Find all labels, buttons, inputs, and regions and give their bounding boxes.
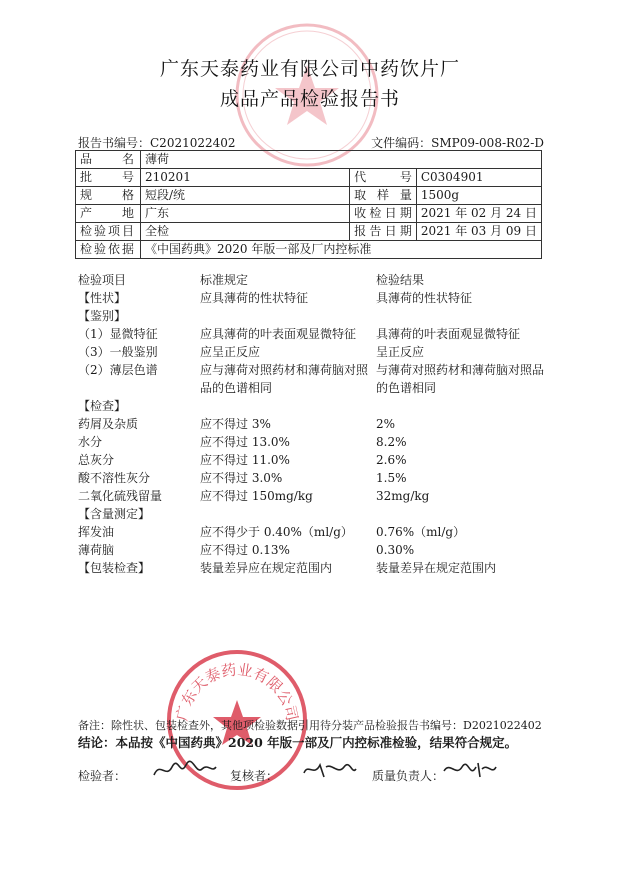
- general-row: [78, 343, 548, 361]
- check-item: 药屑及杂质: [78, 417, 139, 431]
- product-label: 品 名: [76, 151, 141, 169]
- package-standard: 装量差异应在规定范围内: [200, 561, 333, 575]
- test-item-label: 检验项目: [76, 223, 141, 241]
- receive-date-label: 收检日期: [350, 205, 417, 223]
- info-row: [76, 187, 542, 205]
- general-result: 呈正反应: [376, 345, 425, 359]
- check-item: 水分: [78, 435, 103, 449]
- assay-standard: 应不得少于 0.40%（ml/g）: [200, 525, 353, 539]
- inspector-signature: [150, 757, 220, 783]
- assay-standard: 应不得过 0.13%: [200, 543, 290, 557]
- qa-signature: [440, 757, 500, 783]
- check-standard: 应不得过 11.0%: [200, 453, 290, 467]
- tlc-standard: 应与薄荷对照药材和薄荷脑对照品的色谱相同: [200, 363, 369, 395]
- check-row: [78, 487, 548, 505]
- spec-value: 短段/统: [141, 187, 350, 205]
- col-standard-header: 标准规定: [200, 273, 249, 287]
- report-date-value: 2021 年 03 月 09 日: [416, 223, 541, 241]
- general-standard: 应呈正反应: [200, 345, 261, 359]
- check-row: [78, 469, 548, 487]
- character-result: 具薄荷的性状特征: [376, 291, 473, 305]
- basis-label: 检验依据: [76, 241, 141, 259]
- info-row: [76, 151, 542, 169]
- conclusion: 结论：本品按《中国药典》2020 年版一部及厂内控标准检验，结果符合规定。: [78, 735, 518, 750]
- check-result: 8.2%: [376, 435, 407, 449]
- check-row: [78, 415, 548, 433]
- check-row: [78, 433, 548, 451]
- report-date-label: 报告日期: [350, 223, 417, 241]
- spec-label: 规 格: [76, 187, 141, 205]
- package-section: 【包装检查】: [78, 561, 151, 575]
- micro-item: （1）显微特征: [78, 327, 158, 341]
- code-value: C0304901: [416, 169, 541, 187]
- check-item: 酸不溶性灰分: [78, 471, 151, 485]
- check-standard: 应不得过 3%: [200, 417, 271, 431]
- tlc-item: （2）薄层色谱: [78, 363, 158, 377]
- file-number: 文件编码：SMP09-008-R02-D: [371, 136, 544, 150]
- check-result: 32mg/kg: [376, 489, 430, 503]
- reviewer-signature: [300, 757, 360, 783]
- micro-standard: 应具薄荷的叶表面观显微特征: [200, 327, 357, 341]
- inspector-label: 检验者：: [78, 769, 127, 783]
- origin-value: 广东: [141, 205, 350, 223]
- basis-value: 《中国药典》2020 年版一部及厂内控标准: [141, 241, 542, 259]
- document-title: 成品产品检验报告书: [219, 88, 400, 110]
- info-row: [76, 169, 542, 187]
- micro-result: 具薄荷的叶表面观显微特征: [376, 327, 521, 341]
- assay-result: 0.30%: [376, 543, 415, 557]
- company-title: 广东天泰药业有限公司中药饮片厂: [159, 58, 460, 80]
- qa-label: 质量负责人：: [372, 769, 445, 783]
- package-result: 装量差异在规定范围内: [376, 561, 497, 575]
- check-row: [78, 451, 548, 469]
- identify-section-row: [78, 307, 548, 325]
- sample-label: 取样量: [350, 187, 417, 205]
- test-results: [78, 271, 548, 577]
- check-standard: 应不得过 150mg/kg: [200, 489, 313, 503]
- col-result-header: 检验结果: [376, 273, 425, 287]
- batch-value: 210201: [141, 169, 350, 187]
- check-item: 二氧化硫残留量: [78, 489, 163, 503]
- check-standard: 应不得过 13.0%: [200, 435, 290, 449]
- assay-item: 薄荷脑: [78, 543, 115, 557]
- assay-item: 挥发油: [78, 525, 115, 539]
- info-row: [76, 241, 542, 259]
- code-label: 代 号: [350, 169, 417, 187]
- general-item: （3）一般鉴别: [78, 345, 158, 359]
- check-section-row: [78, 397, 548, 415]
- info-row: [76, 205, 542, 223]
- assay-section: 【含量测定】: [78, 507, 151, 521]
- product-value: 薄荷: [141, 151, 542, 169]
- assay-result: 0.76%（ml/g）: [376, 525, 466, 539]
- check-standard: 应不得过 3.0%: [200, 471, 283, 485]
- results-header-row: [78, 271, 548, 289]
- report-number: 报告书编号：C2021022402: [78, 136, 236, 150]
- assay-row: [78, 523, 548, 541]
- check-result: 2%: [376, 417, 396, 431]
- reviewer-label: 复核者：: [230, 769, 279, 783]
- micro-row: [78, 325, 548, 343]
- product-info-table: [75, 150, 542, 259]
- check-section: 【检查】: [78, 399, 127, 413]
- seal-text: 广东天泰药业有限公司: [172, 660, 302, 723]
- tlc-row: [78, 361, 548, 397]
- check-result: 1.5%: [376, 471, 407, 485]
- batch-label: 批 号: [76, 169, 141, 187]
- origin-label: 产 地: [76, 205, 141, 223]
- receive-date-value: 2021 年 02 月 24 日: [416, 205, 541, 223]
- test-item-value: 全检: [141, 223, 350, 241]
- remark-note: 备注：除性状、包装检查外，其他项检验数据引用待分装产品检验报告书编号：D2021022402: [78, 719, 542, 732]
- check-result: 2.6%: [376, 453, 407, 467]
- info-row: [76, 223, 542, 241]
- sample-value: 1500g: [416, 187, 541, 205]
- package-row: [78, 559, 548, 577]
- character-row: [78, 289, 548, 307]
- character-section: 【性状】: [78, 291, 127, 305]
- assay-section-row: [78, 505, 548, 523]
- tlc-result: 与薄荷对照药材和薄荷脑对照品的色谱相同: [376, 363, 545, 395]
- assay-row: [78, 541, 548, 559]
- identify-section: 【鉴别】: [78, 309, 127, 323]
- check-item: 总灰分: [78, 453, 115, 467]
- character-standard: 应具薄荷的性状特征: [200, 291, 309, 305]
- col-item-header: 检验项目: [78, 273, 127, 287]
